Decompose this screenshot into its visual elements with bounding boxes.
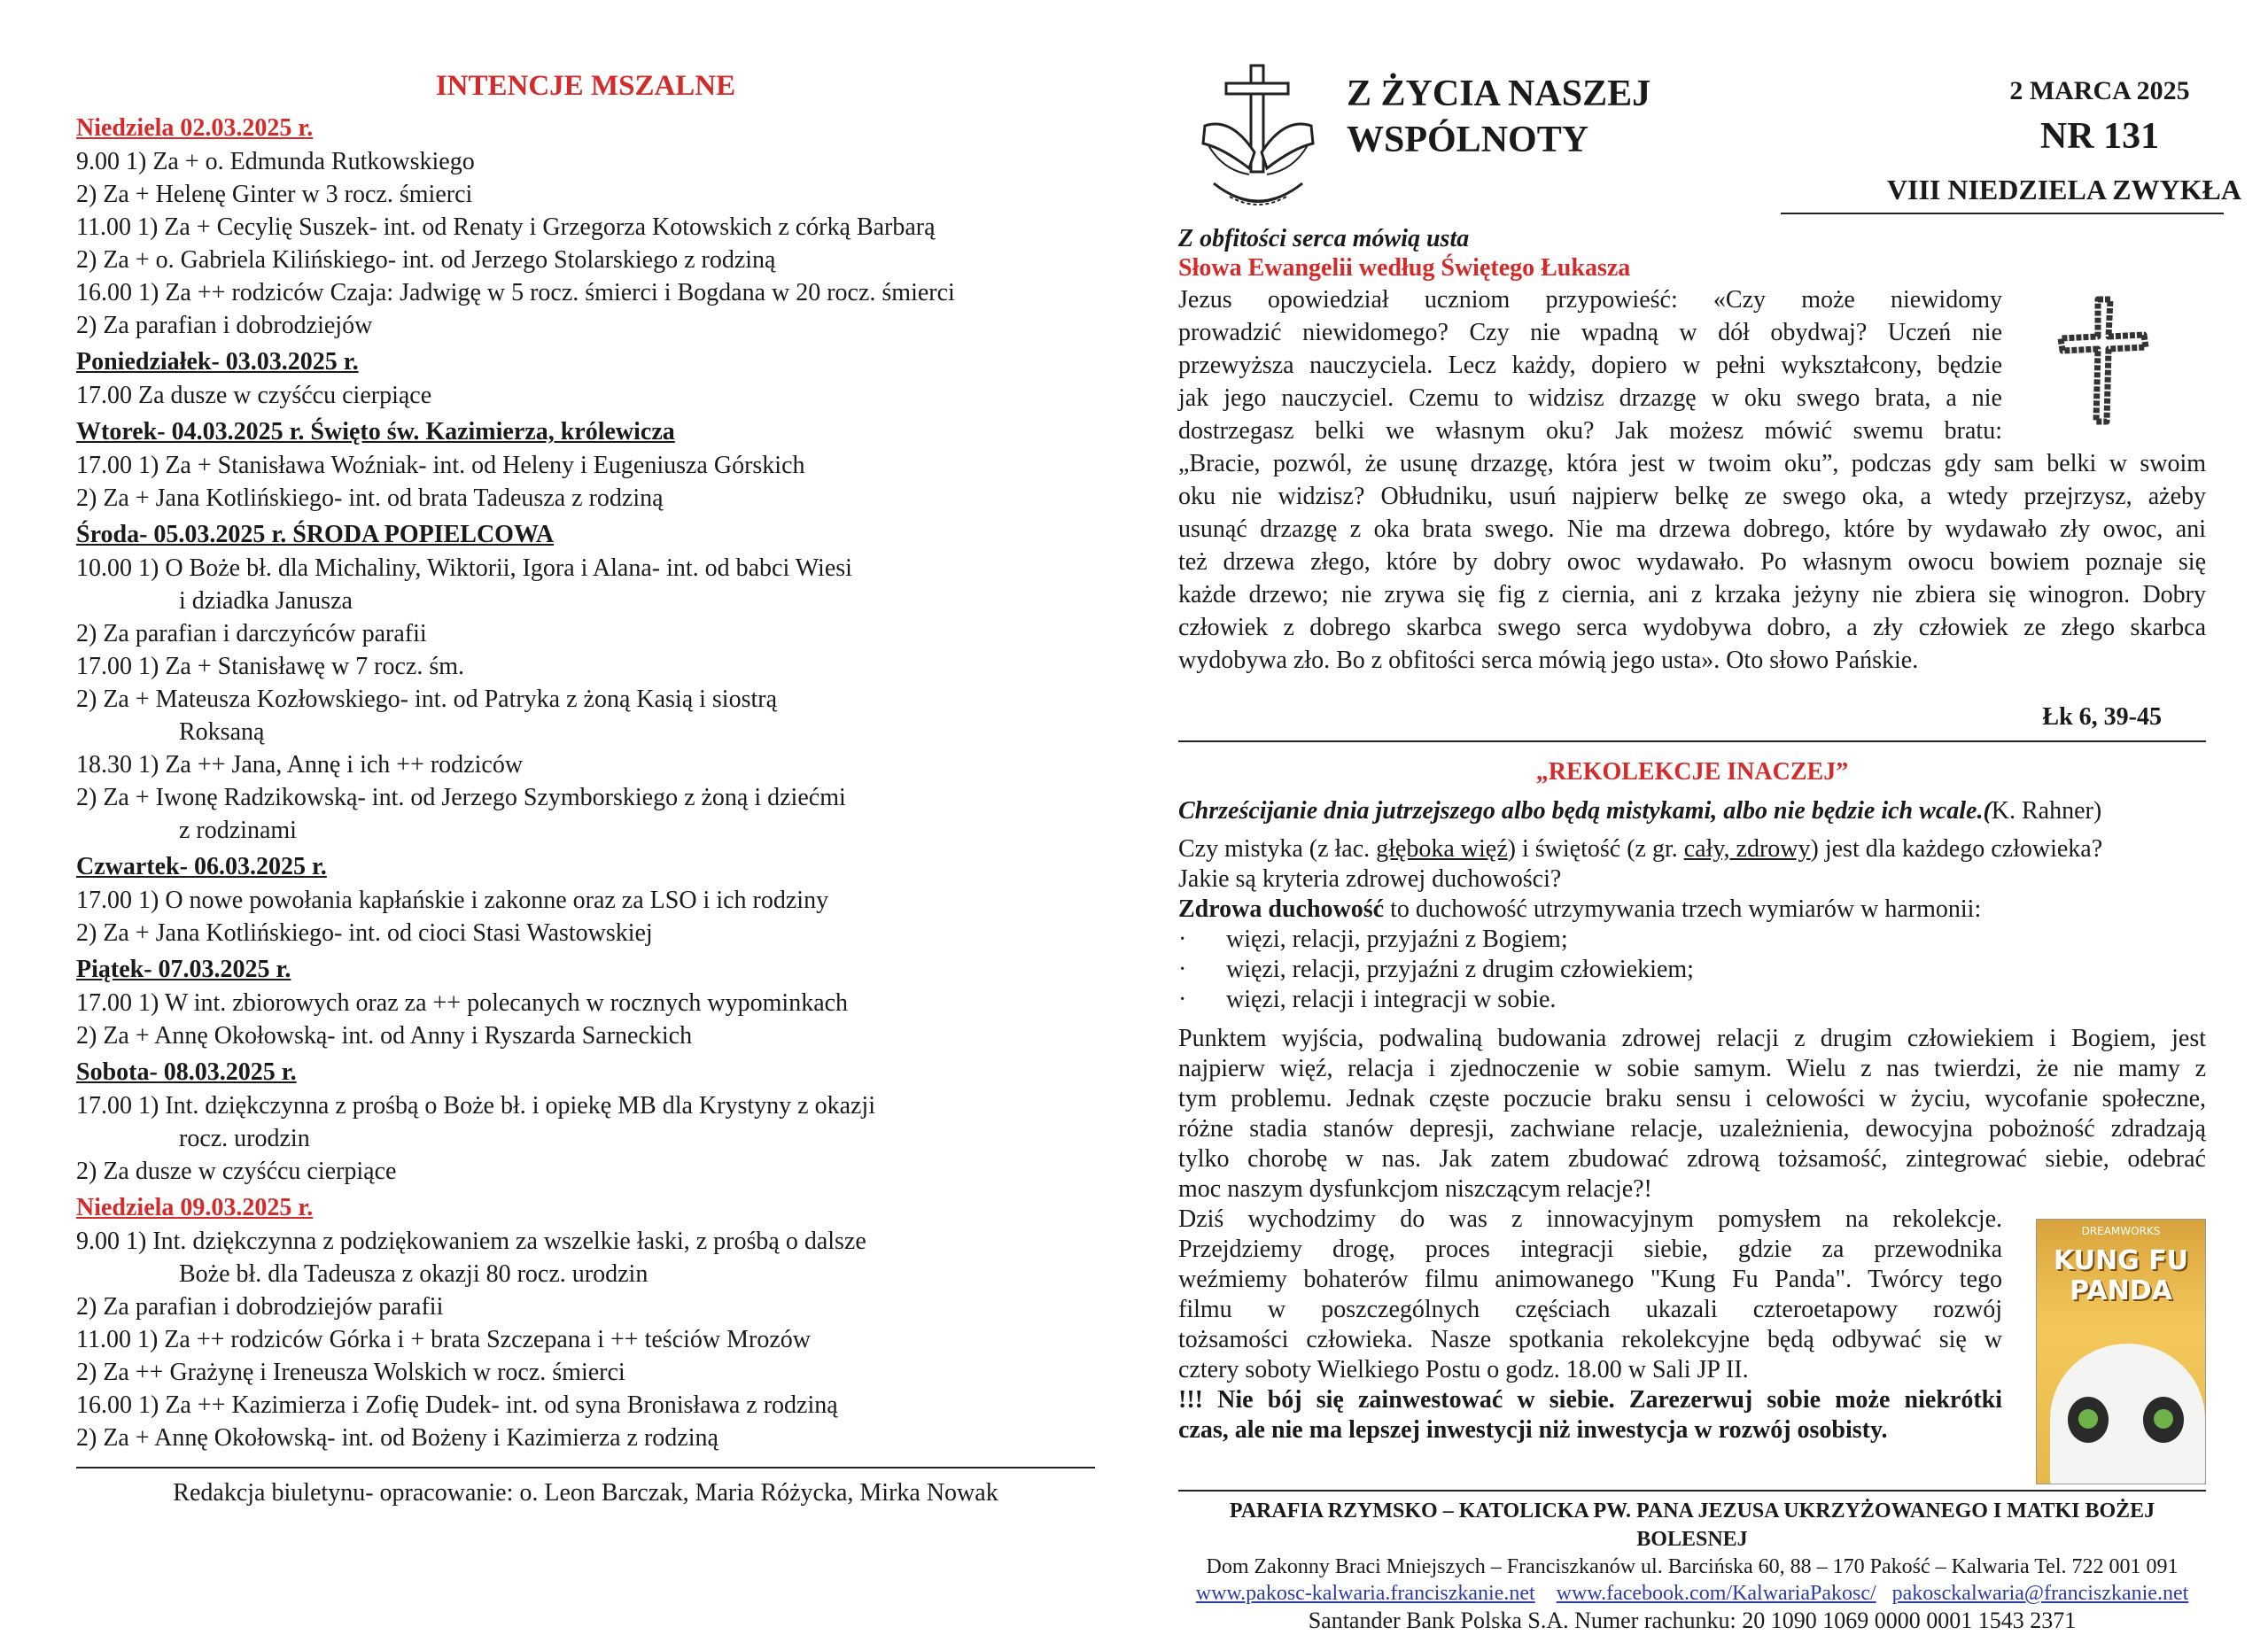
panda-eye-left	[2068, 1397, 2109, 1443]
gospel-line: dostrzegasz belki we własnym oku? Jak możesz mówić swemu bratu:	[1178, 417, 2002, 445]
parish-address: Dom Zakonny Braci Mniejszych – Franciszkanów ul. Barcińska 60, 88 – 170 Pakość – Kalwaria Tel. 722 001 091	[1206, 1555, 2179, 1578]
paragraph-line: Punktem wyjścia, podwaliną budowania zdrowej relacji z drugim człowiekiem i Bogiem, jest	[1178, 1025, 2206, 1052]
email-link[interactable]: pakosckalwaria@franciszkanie.net	[1891, 1582, 2189, 1605]
intention-line: 2) Za + Annę Okołowską- int. od Bożeny i Kazimierza z rodziną	[76, 1424, 718, 1452]
poster-title-line-2: PANDA	[2070, 1275, 2172, 1306]
paragraph-line: najpierw więź, relacja i zjednoczenie w sobie samym. Wielu z nas twierdzi, że nie mamy z	[1178, 1055, 2206, 1082]
website-link[interactable]: www.pakosc-kalwaria.franciszkanie.net	[1195, 1582, 1535, 1605]
intention-line: 16.00 1) Za ++ Kazimierza i Zofię Dudek- int. od syna Bronisława z rodziną	[76, 1391, 838, 1419]
day-header: Poniedziałek- 03.03.2025 r.	[76, 348, 359, 376]
gospel-line: Jezus opowiedział uczniom przypowieść: «Czy może niewidomy	[1178, 286, 2002, 314]
issue-number: NR 131	[2039, 116, 2160, 157]
paragraph-line: !!! Nie bój się zainwestować w siebie. Zarezerwuj sobie może niekrótki	[1178, 1386, 2002, 1414]
masthead	[1347, 71, 1651, 163]
quote-text: Chrześcijanie dnia jutrzejszego albo będą mistykami, albo nie będzie ich wcale.(	[1178, 797, 1992, 825]
intention-line: 17.00 1) O nowe powołania kapłańskie i zakonne oraz za LSO i ich rodziny	[76, 887, 829, 914]
q1-underline-1: głęboka więź	[1376, 835, 1508, 863]
intention-line: 16.00 1) Za ++ rodziców Czaja: Jadwigę w 5 rocz. śmierci i Bogdana w 20 rocz. śmierci	[76, 279, 955, 306]
gospel-line: prowadzić niewidomego? Czy nie wpadną w dół obydwaj? Uczeń nie	[1178, 319, 2002, 346]
gospel-line: też drzewa złego, które by dobry owoc wydawało. Po własnym owocu bowiem poznaje się	[1178, 548, 2206, 576]
left-divider	[76, 1467, 1095, 1468]
intention-line: 17.00 1) Int. dziękczynna z prośbą o Boże bł. i opiekę MB dla Krystyny z okazji	[76, 1092, 875, 1120]
footer-divider	[1178, 1490, 2206, 1492]
bullet-text: więzi, relacji, przyjaźni z Bogiem;	[1226, 926, 1568, 953]
intention-line: 2) Za + Mateusza Kozłowskiego- int. od Patryka z żoną Kasią i siostrą	[76, 686, 778, 713]
q1-part-a: Czy mistyka (z łac.	[1178, 835, 1377, 863]
paragraph-line: cztery soboty Wielkiego Postu o godz. 18.00 w Sali JP II.	[1178, 1356, 1749, 1383]
gospel-line: wydobywa zło. Bo z obfitości serca mówią jego usta». Oto słowo Pańskie.	[1178, 647, 1919, 674]
gospel-line: przewyższa nauczyciela. Lecz każdy, dopiero w pełni wykształcony, będzie	[1178, 352, 2002, 379]
paragraph-line: weźmiemy bohaterów filmu animowanego "Kung Fu Panda". Twórcy tego	[1178, 1266, 2002, 1293]
gospel-line: oku nie widzisz? Obłudniku, usuń najpierw belkę ze swego oka, a wtedy przejrzysz, ażeby	[1178, 483, 2206, 510]
parish-footer	[1178, 1497, 2206, 1635]
intention-line: i dziadka Janusza	[179, 587, 353, 615]
paragraph-line: Dziś wychodzimy do was z innowacyjnym pomysłem na rekolekcje.	[1178, 1205, 2002, 1233]
retreat-question-1	[1178, 834, 2206, 864]
gospel-section	[1178, 225, 2206, 731]
intention-line: 2) Za ++ Grażynę i Ireneusza Wolskich w rocz. śmierci	[76, 1359, 625, 1386]
intention-line: 2) Za + Annę Okołowską- int. od Anny i Ryszarda Sarneckich	[76, 1022, 693, 1050]
intention-line: 10.00 1) O Boże bł. dla Michaliny, Wiktorii, Igora i Alana- int. od babci Wiesi	[76, 554, 852, 582]
gospel-heading: Z obfitości serca mówią usta	[1178, 225, 1470, 252]
mass-intentions-column	[76, 64, 1095, 1509]
day-header: Sobota- 08.03.2025 r.	[76, 1058, 297, 1086]
intention-line: 2) Za parafian i dobrodziejów	[76, 312, 373, 339]
day-header: Niedziela 02.03.2025 r.	[76, 114, 314, 142]
healthy-spirituality-definition	[1178, 895, 2206, 925]
gospel-subheading: Słowa Ewangelii według Świętego Łukasza	[1178, 254, 1631, 282]
bullet-item	[1178, 985, 2206, 1015]
paragraph-line: filmu w poszczególnych częściach ukazali czteroetapowy rozwój	[1178, 1296, 2002, 1323]
q1-part-b: ) i świętość (z gr.	[1507, 835, 1684, 863]
intention-line: 17.00 1) W int. zbiorowych oraz za ++ polecanych w rocznych wypominkach	[76, 989, 849, 1017]
intention-line: Roksaną	[179, 718, 265, 746]
spirituality-dimensions-list	[1178, 925, 2206, 1015]
gospel-reference: Łk 6, 39-45	[2042, 703, 2162, 731]
definition-text: to duchowość utrzymywania trzech wymiarów w harmonii:	[1384, 895, 1982, 923]
paragraph-line: Przejdziemy drogę, proces integracji siebie, gdzie za przewodnika	[1178, 1236, 2002, 1263]
cross-icon	[2055, 294, 2153, 427]
bullet-item	[1178, 925, 2206, 955]
intention-line: 2) Za parafian i dobrodziejów parafii	[76, 1293, 444, 1321]
gospel-line: „Bracie, pozwól, że usunę drzazgę, która jest w twoim oku”, podczas gdy sam belki w swoim	[1178, 450, 2206, 477]
intention-line: 2) Za + o. Gabriela Kilińskiego- int. od Jerzego Stolarskiego z rodziną	[76, 246, 776, 274]
paragraph-line: czas, ale nie ma lepszej inwestycji niż inwestycja w rozwój osobisty.	[1178, 1416, 1888, 1444]
masthead-line-2: WSPÓLNOTY	[1347, 120, 1589, 160]
bullet-mark: ·	[1178, 986, 1187, 1013]
gospel-divider	[1178, 740, 2206, 742]
poster-title	[2046, 1246, 2196, 1306]
poster-brand: DREAMWORKS	[2081, 1225, 2161, 1237]
issue-date: 2 MARCA 2025	[2009, 76, 2190, 105]
paragraph-line: różne stadia stanów depresji, zachwiane relacje, uzależnienia, dewocyjna pobożność zdradzają	[1178, 1115, 2206, 1143]
paragraph-line: moc naszym dysfunkcjom niszczącym relacje?!	[1178, 1175, 1652, 1203]
gospel-line: każde drzewo; nie zrywa się fig z ciernia, ani z krzaka jeżyny nie zbiera się winogron. Dobry	[1178, 581, 2206, 608]
intention-line: 2) Za + Jana Kotlińskiego- int. od brata Tadeusza z rodziną	[76, 484, 664, 512]
panda-eye-right	[2143, 1397, 2184, 1443]
day-header: Niedziela 09.03.2025 r.	[76, 1194, 314, 1221]
intention-line: 2) Za + Iwonę Radzikowską- int. od Jerzego Szymborskiego z żoną i dziećmi	[76, 784, 846, 811]
intention-line: 11.00 1) Za ++ rodziców Górka i + brata Szczepana i ++ teściów Mrozów	[76, 1326, 811, 1353]
bullet-text: więzi, relacji i integracji w sobie.	[1226, 986, 1557, 1013]
retreat-title: „REKOLEKCJE INACZEJ”	[1535, 758, 1849, 786]
intention-line: 9.00 1) Int. dziękczynna z podziękowaniem za wszelkie łaski, z prośbą o dalsze	[76, 1228, 866, 1255]
retreat-quote	[1178, 795, 2206, 827]
definition-term: Zdrowa duchowość	[1178, 895, 1385, 923]
kung-fu-panda-poster	[2036, 1219, 2206, 1484]
paragraph-line: tylko chorobę w nas. Jak zatem zbudować zdrową tożsamość, zintegrować siebie, odebrać	[1178, 1145, 2206, 1173]
intention-line: rocz. urodzin	[179, 1125, 310, 1152]
parish-links	[1178, 1580, 2206, 1607]
editorial-credits: Redakcja biuletynu- opracowanie: o. Leon Barczak, Maria Różycka, Mirka Nowak	[173, 1479, 998, 1507]
bullet-mark: ·	[1178, 956, 1187, 983]
franciscan-emblem-icon	[1196, 64, 1320, 219]
intention-line: Boże bł. dla Tadeusza z okazji 80 rocz. urodzin	[179, 1260, 649, 1288]
bullet-text: więzi, relacji, przyjaźni z drugim człowiekiem;	[1226, 956, 1694, 983]
facebook-link[interactable]: www.facebook.com/KalwariaPakosc/	[1556, 1582, 1876, 1605]
quote-author: K. Rahner)	[1991, 797, 2102, 825]
mass-intentions-list	[76, 112, 1095, 1454]
gospel-line: człowiek z dobrego skarbca swego serca wydobywa dobro, a zły człowiek ze złego skarbca	[1178, 614, 2206, 641]
intention-line: 17.00 1) Za + Stanisławę w 7 rocz. śm.	[76, 653, 465, 680]
paragraph-line: tym problemu. Jednak częste poczucie braku sensu i celowości w życiu, wycofanie społeczne,	[1178, 1085, 2206, 1112]
intention-line: 2) Za + Jana Kotlińskiego- int. od cioci Stasi Wastowskiej	[76, 919, 653, 947]
bank-account: Santander Bank Polska S.A. Numer rachunku: 20 1090 1069 0000 0001 1543 2371	[1308, 1608, 2077, 1633]
retreat-paragraph-2	[1178, 1205, 2002, 1385]
day-header: Czwartek- 06.03.2025 r.	[76, 853, 327, 880]
intention-line: 18.30 1) Za ++ Jana, Annę i ich ++ rodziców	[76, 751, 524, 779]
intention-line: 2) Za dusze w czyśćcu cierpiące	[76, 1158, 397, 1185]
poster-title-line-1: KUNG FU	[2053, 1245, 2189, 1276]
day-header: Wtorek- 04.03.2025 r. Święto św. Kazimierza, królewicza	[76, 418, 675, 446]
q1-underline-2: cały, zdrowy	[1683, 835, 1811, 863]
header-divider	[1781, 213, 2224, 214]
gospel-line: usunąć drzazgę z oka brata swego. Nie ma drzewa dobrego, które by wydawało zły owoc, ani	[1178, 515, 2206, 543]
intention-line: 2) Za + Helenę Ginter w 3 rocz. śmierci	[76, 181, 473, 208]
bullet-mark: ·	[1178, 926, 1187, 953]
day-header: Środa- 05.03.2025 r. ŚRODA POPIELCOWA	[76, 521, 555, 548]
intention-line: 17.00 Za dusze w czyśćcu cierpiące	[76, 382, 432, 409]
intention-line: 11.00 1) Za + Cecylię Suszek- int. od Renaty i Grzegorza Kotowskich z córką Barbarą	[76, 213, 936, 241]
bullet-item	[1178, 955, 2206, 985]
retreat-call-to-action	[1178, 1385, 2002, 1445]
intention-line: z rodzinami	[179, 817, 297, 844]
liturgical-sunday: VIII NIEDZIELA ZWYKŁA	[1886, 174, 2241, 205]
intention-line: 2) Za parafian i darczyńców parafii	[76, 620, 427, 647]
intention-line: 17.00 1) Za + Stanisława Woźniak- int. od Heleny i Eugeniusza Górskich	[76, 452, 805, 479]
retreat-paragraph-1	[1178, 1024, 2206, 1205]
parish-name: PARAFIA RZYMSKO – KATOLICKA PW. PANA JEZUSA UKRZYŻOWANEGO I MATKI BOŻEJ BOLESNEJ	[1229, 1499, 2155, 1551]
retreat-question-2: Jakie są kryteria zdrowej duchowości?	[1178, 865, 1562, 893]
mass-intentions-title: INTENCJE MSZALNE	[435, 70, 736, 102]
masthead-line-1: Z ŻYCIA NASZEJ	[1347, 74, 1651, 114]
q1-part-c: ) jest dla każdego człowieka?	[1810, 835, 2103, 863]
intention-line: 9.00 1) Za + o. Edmunda Rutkowskiego	[76, 148, 475, 175]
gospel-text	[1178, 283, 2206, 677]
day-header: Piątek- 07.03.2025 r.	[76, 956, 291, 983]
paragraph-line: tożsamości człowieka. Nasze spotkania rekolekcyjne będą odbywać się w	[1178, 1326, 2002, 1353]
gospel-line: jak jego nauczyciel. Czemu to widzisz drzazgę w oku swego brata, a nie	[1178, 384, 2002, 412]
